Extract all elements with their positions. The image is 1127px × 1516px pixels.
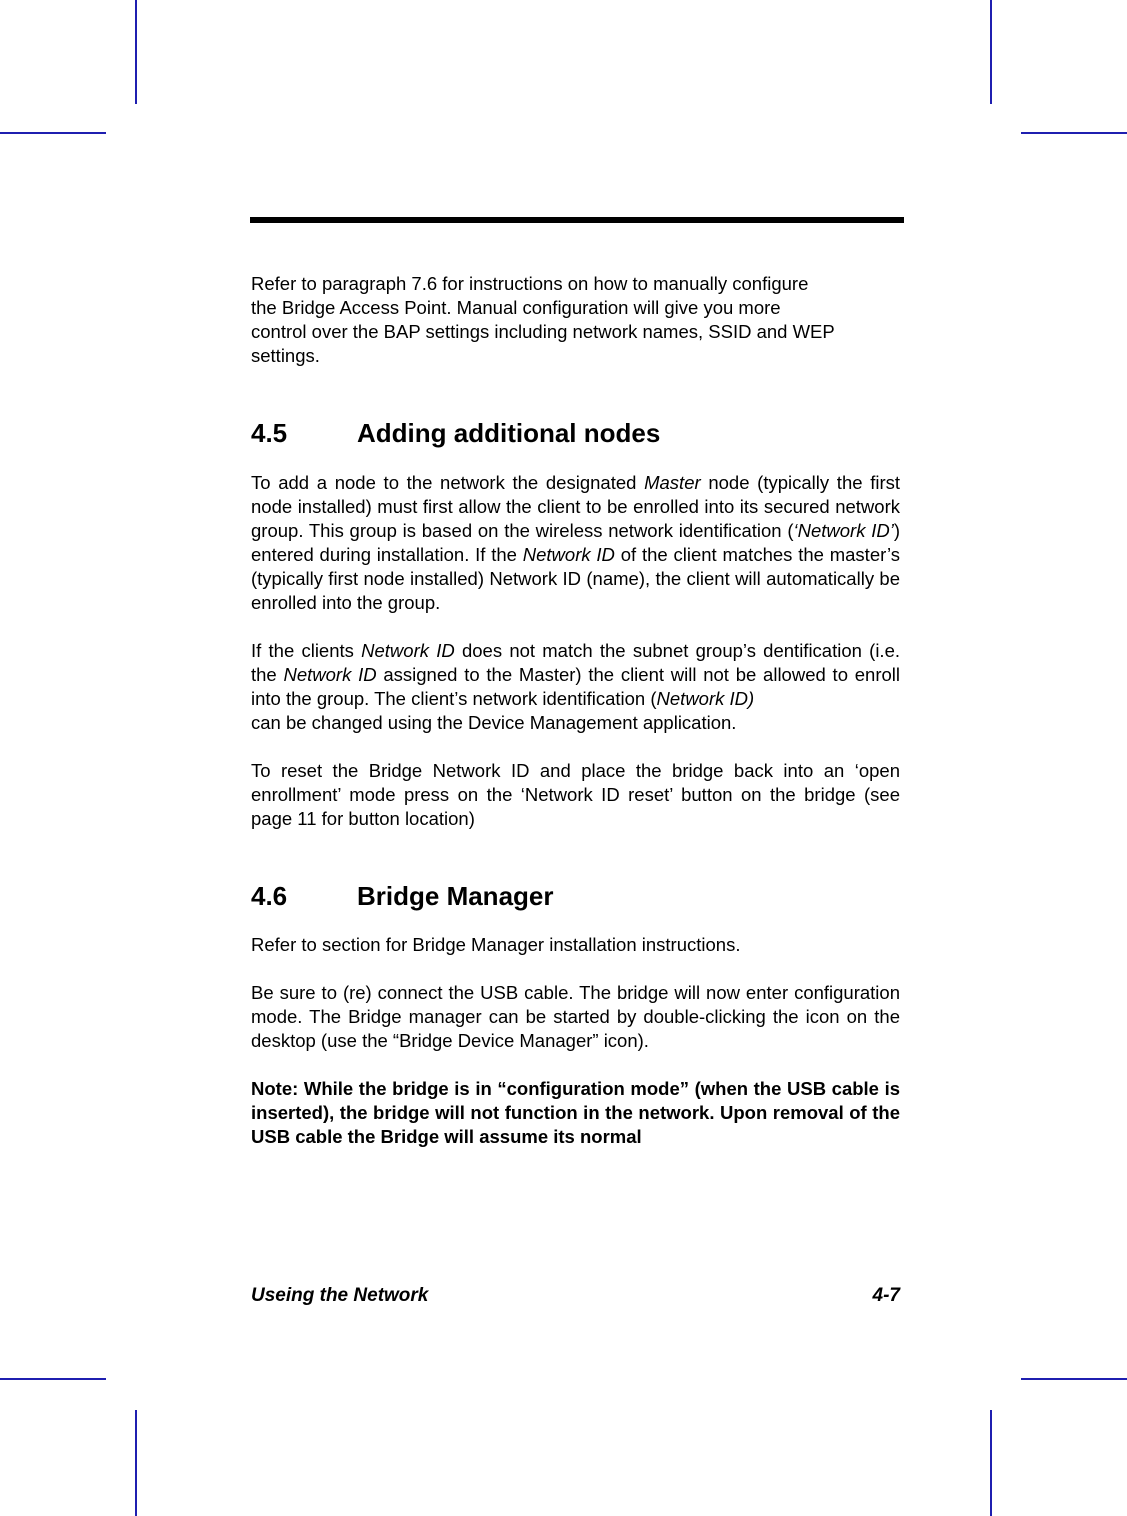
note-paragraph: Note: While the bridge is in “configuration mode” (when the USB cable is inserted), the bridge will not function in the network. Upon removal of the USB cable the Bridge will assume its normal: [251, 1078, 900, 1147]
crop-mark-top-right-horizontal: [1021, 132, 1127, 134]
section-heading-4-6: [251, 881, 900, 911]
crop-mark-bottom-right-horizontal: [1021, 1378, 1127, 1380]
paragraph-reset: To reset the Bridge Network ID and place the bridge back into an ‘open enrollment’ mode press on the ‘Network ID reset’ button on the bridge (see page 11 for button location): [251, 760, 900, 829]
crop-mark-top-left-vertical: [135, 0, 137, 104]
crop-mark-bottom-left-horizontal: [0, 1378, 106, 1380]
crop-mark-top-right-vertical: [990, 0, 992, 104]
crop-mark-bottom-right-vertical: [990, 1410, 992, 1516]
crop-mark-top-left-horizontal: [0, 132, 106, 134]
section-title: Bridge Manager: [357, 881, 554, 911]
page-body: [251, 272, 900, 1149]
crop-mark-bottom-left-vertical: [135, 1410, 137, 1516]
footer-chapter: Useing the Network: [251, 1285, 429, 1306]
footer-page-number: 4-7: [872, 1285, 900, 1306]
paragraph-network-id-mismatch: If the clients Network ID does not match the subnet group’s dentification (i.e. the Network ID assigned to the Master) the client will not be allowed to enroll into the group. The client’s network identification (Network ID) can be changed using the Device Management application.: [251, 640, 900, 733]
section-number: 4.6: [251, 881, 288, 911]
paragraph-installation-ref: Refer to section for Bridge Manager installation instructions.: [251, 934, 741, 955]
section-title: Adding additional nodes: [357, 418, 661, 448]
intro-paragraph: Refer to paragraph 7.6 for instructions on how to manually configure the Bridge Access Point. Manual configuration will give you more control over the BAP settings including network names, SSID and WEP settings.: [251, 273, 835, 366]
page-footer: [251, 1284, 900, 1308]
paragraph-enrollment: To add a node to the network the designated Master node (typically the first node installed) must first allow the client to be enrolled into its secured network group. This group is based on the wireless network identification (‘Network ID’) entered during installation. If the Network ID of the client matches the master’s (typically first node installed) Network ID (name), the client will automatically be enrolled into the group.: [251, 472, 900, 613]
paragraph-usb: Be sure to (re) connect the USB cable. The bridge will now enter configuration mode. The Bridge manager can be started by double-clicking the icon on the desktop (use the “Bridge Device Manager” icon).: [251, 982, 900, 1051]
section-number: 4.5: [251, 418, 288, 448]
section-heading-4-5: [251, 418, 900, 448]
header-rule: [250, 217, 904, 223]
